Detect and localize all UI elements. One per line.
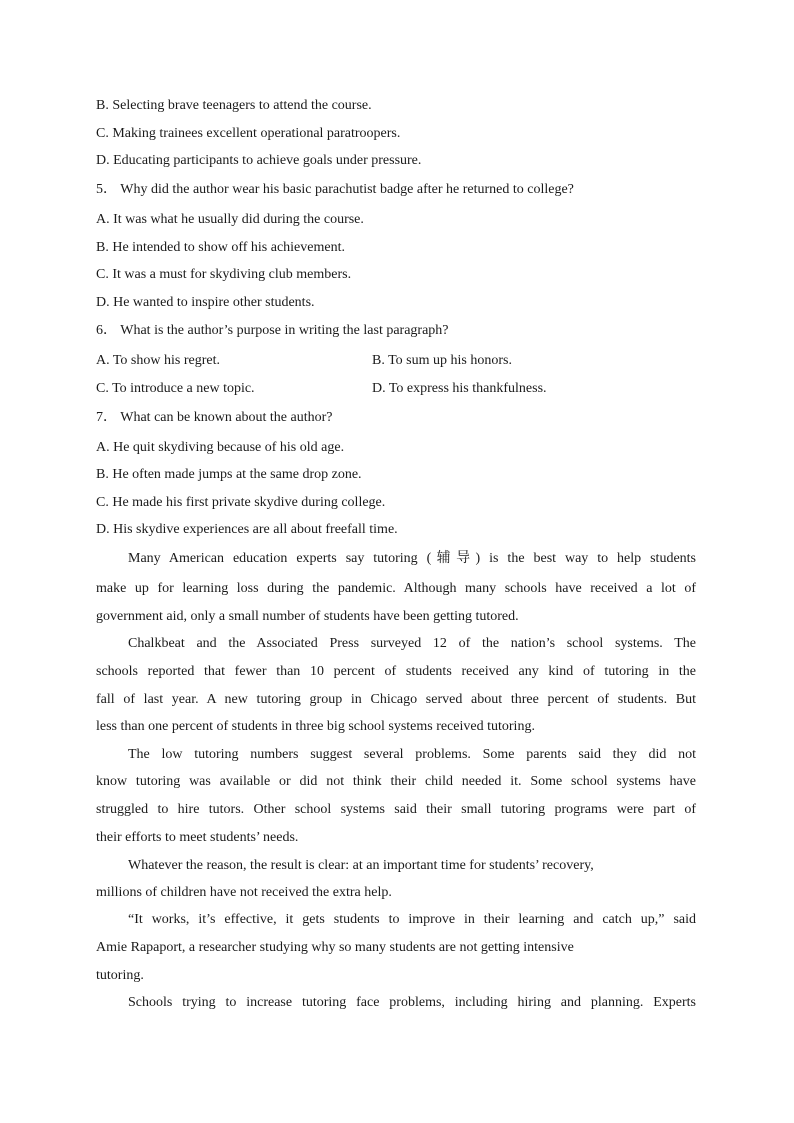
q4-option-c: C. Making trainees excellent operational paratroopers. [96, 126, 401, 141]
passage-line: Schools trying to increase tutoring face problems, including hiring and planning. Experts [128, 995, 696, 1010]
q6-option-c: C. To introduce a new topic. [96, 381, 255, 396]
q5-option-d: D. He wanted to inspire other students. [96, 295, 315, 310]
q7-option-a: A. He quit skydiving because of his old age. [96, 440, 345, 455]
q5-stem: 5． Why did the author wear his basic parachutist badge after he returned to college? [96, 182, 574, 197]
passage-line: know tutoring was available or did not think their child needed it. Some school systems have [96, 774, 696, 789]
passage-line: Amie Rapaport, a researcher studying why so many students are not getting intensive [96, 940, 574, 955]
q7-option-c: C. He made his first private skydive during college. [96, 495, 386, 510]
passage-line: government aid, only a small number of students have been getting tutored. [96, 609, 519, 624]
q6-option-b: B. To sum up his honors. [372, 353, 512, 368]
q4-option-d: D. Educating participants to achieve goals under pressure. [96, 153, 422, 168]
passage-line: tutoring. [96, 968, 144, 983]
passage-line: “It works, it’s effective, it gets students to improve in their learning and catch up,” said [128, 912, 696, 927]
q5-option-b: B. He intended to show off his achievement. [96, 240, 345, 255]
q5-option-c: C. It was a must for skydiving club members. [96, 267, 352, 282]
q7-option-d: D. His skydive experiences are all about freefall time. [96, 522, 398, 537]
passage-line: make up for learning loss during the pandemic. Although many schools have received a lot of [96, 581, 696, 596]
passage-line: their efforts to meet students’ needs. [96, 830, 299, 845]
passage-line: less than one percent of students in three big school systems received tutoring. [96, 719, 535, 734]
passage-line: The low tutoring numbers suggest several problems. Some parents said they did not [128, 747, 696, 762]
passage-line: Chalkbeat and the Associated Press surveyed 12 of the nation’s school systems. The [128, 636, 696, 651]
q6-option-d: D. To express his thankfulness. [372, 381, 547, 396]
q4-option-b: B. Selecting brave teenagers to attend the course. [96, 98, 372, 113]
passage-line: Many American education experts say tutoring (辅导) is the best way to help students [128, 551, 696, 566]
q6-stem: 6． What is the author’s purpose in writing the last paragraph? [96, 323, 449, 338]
passage-line: fall of last year. A new tutoring group in Chicago served about three percent of students. But [96, 692, 696, 707]
q6-option-a: A. To show his regret. [96, 353, 220, 368]
q7-option-b: B. He often made jumps at the same drop zone. [96, 467, 362, 482]
passage-line: struggled to hire tutors. Other school systems said their small tutoring programs were part of [96, 802, 696, 817]
passage-line: schools reported that fewer than 10 percent of students received any kind of tutoring in the [96, 664, 696, 679]
passage-line: millions of children have not received the extra help. [96, 885, 392, 900]
q5-option-a: A. It was what he usually did during the course. [96, 212, 364, 227]
passage-line: Whatever the reason, the result is clear: at an important time for students’ recovery, [128, 858, 594, 873]
q7-stem: 7． What can be known about the author? [96, 410, 333, 425]
